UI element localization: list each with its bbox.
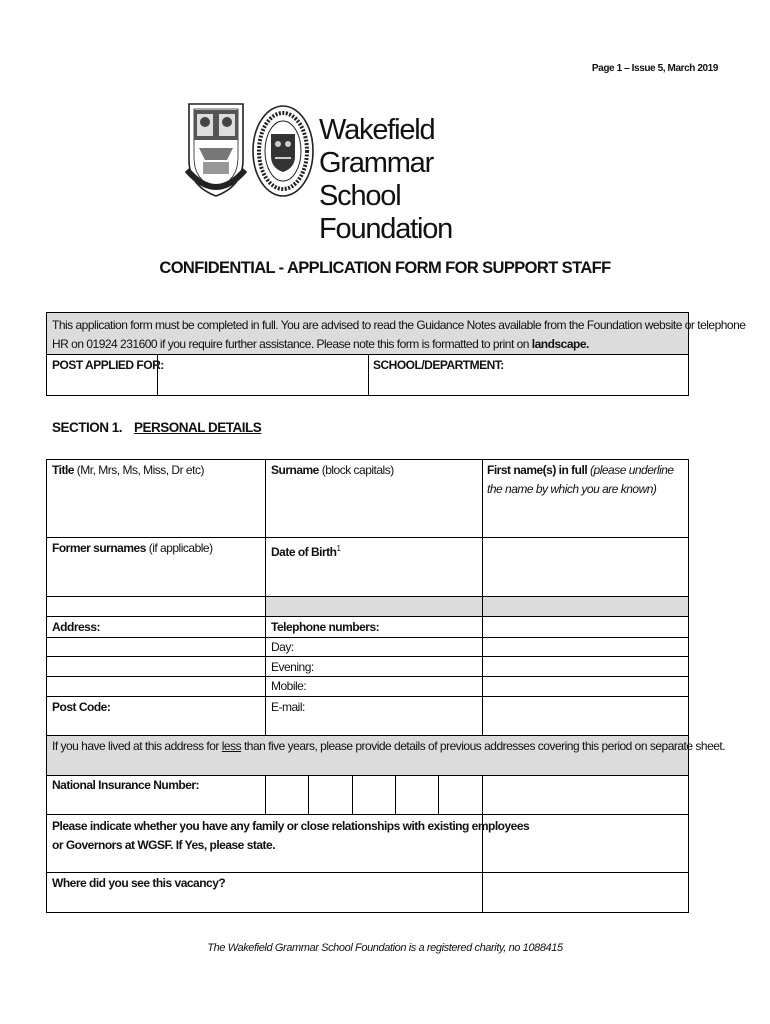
intro-line-2	[52, 335, 589, 354]
row-line	[46, 656, 689, 657]
shaded-row	[265, 597, 688, 616]
school-department-input[interactable]	[520, 355, 688, 395]
family-question-line-2: or Governors at WGSF. If Yes, please state.	[52, 838, 276, 852]
col-line	[438, 775, 439, 814]
day-phone-label: Day:	[271, 640, 294, 654]
vacancy-source-label: Where did you see this vacancy?	[52, 876, 226, 890]
former-surnames-bold: Former surnames	[52, 541, 146, 555]
crest-shield-logo	[185, 100, 247, 202]
lived-pre: If you have lived at this address for	[52, 739, 222, 753]
col-line	[352, 775, 353, 814]
surname-label-hint: (block capitals)	[318, 463, 394, 477]
post-applied-input[interactable]	[158, 355, 368, 395]
row-line	[46, 596, 689, 597]
col-line	[308, 775, 309, 814]
dob-text: Date of Birth	[271, 545, 337, 559]
crest-seal-logo	[251, 104, 315, 198]
lived-less: less	[221, 739, 242, 753]
col-line	[482, 459, 483, 735]
former-surnames-label	[52, 539, 213, 558]
brand-line-1: Wakefield Grammar	[319, 114, 435, 179]
ni-number-label: National Insurance Number:	[52, 778, 200, 792]
title-label-hint: (Mr, Mrs, Ms, Miss, Dr etc)	[73, 463, 204, 477]
section-1-heading	[52, 420, 261, 435]
family-question-line-1: Please indicate whether you have any family or close relationships with existing employees	[52, 819, 530, 833]
row-line	[46, 872, 689, 873]
section-name: PERSONAL DETAILS	[134, 420, 262, 435]
surname-label	[271, 461, 394, 480]
landscape-text: landscape.	[531, 337, 589, 351]
brand-line-2: School Foundation	[319, 180, 453, 245]
postcode-label: Post Code:	[52, 700, 111, 714]
previous-address-note	[52, 737, 725, 756]
intro-line-1: This application form must be completed in full. You are advised to read the Guidance Notes available from the Foundation website or telephone	[52, 318, 746, 332]
evening-phone-label: Evening:	[271, 660, 314, 674]
first-names-label-bold: First name(s) in full	[487, 463, 588, 477]
first-names-label	[487, 461, 682, 499]
row-line	[46, 616, 689, 617]
address-label: Address:	[52, 620, 101, 634]
lived-post: than five years, please provide details of previous addresses covering this period on separate sheet.	[241, 739, 726, 753]
title-label-bold: Title	[52, 463, 74, 477]
col-line	[265, 775, 266, 814]
dob-label	[271, 539, 340, 562]
col-line	[265, 459, 266, 735]
col-line	[482, 775, 483, 912]
page-label: Page 1 – Issue 5, March 2019	[591, 63, 718, 74]
school-department-label: SCHOOL/DEPARTMENT:	[373, 358, 504, 372]
email-label: E-mail:	[271, 700, 305, 714]
mobile-phone-label: Mobile:	[271, 679, 307, 693]
first-names-label-hint: (please underline the name by which you are known)	[487, 463, 674, 496]
charity-footer: The Wakefield Grammar School Foundation is a registered charity, no 1088415	[207, 942, 563, 954]
col-line	[395, 775, 396, 814]
row-line	[46, 676, 689, 677]
row-line	[46, 637, 689, 638]
former-surnames-hint: (if applicable)	[145, 541, 213, 555]
title-label	[52, 461, 204, 480]
intro-line-2-text: HR on 01924 231600 if you require further assistance. Please note this form is formatted to print on	[52, 337, 532, 351]
telephone-label: Telephone numbers:	[271, 620, 380, 634]
row-line	[46, 814, 689, 815]
post-applied-label: POST APPLIED FOR:	[52, 358, 164, 372]
section-number: SECTION 1.	[52, 420, 123, 435]
row-line	[46, 735, 689, 736]
row-line	[46, 696, 689, 697]
logo-block	[185, 100, 515, 245]
dob-footnote: 1	[336, 544, 341, 553]
brand-name	[319, 114, 515, 246]
row-line	[46, 537, 689, 538]
form-title: CONFIDENTIAL - APPLICATION FORM FOR SUPPORT STAFF	[159, 259, 611, 277]
divider	[368, 354, 369, 396]
surname-label-bold: Surname	[271, 463, 319, 477]
